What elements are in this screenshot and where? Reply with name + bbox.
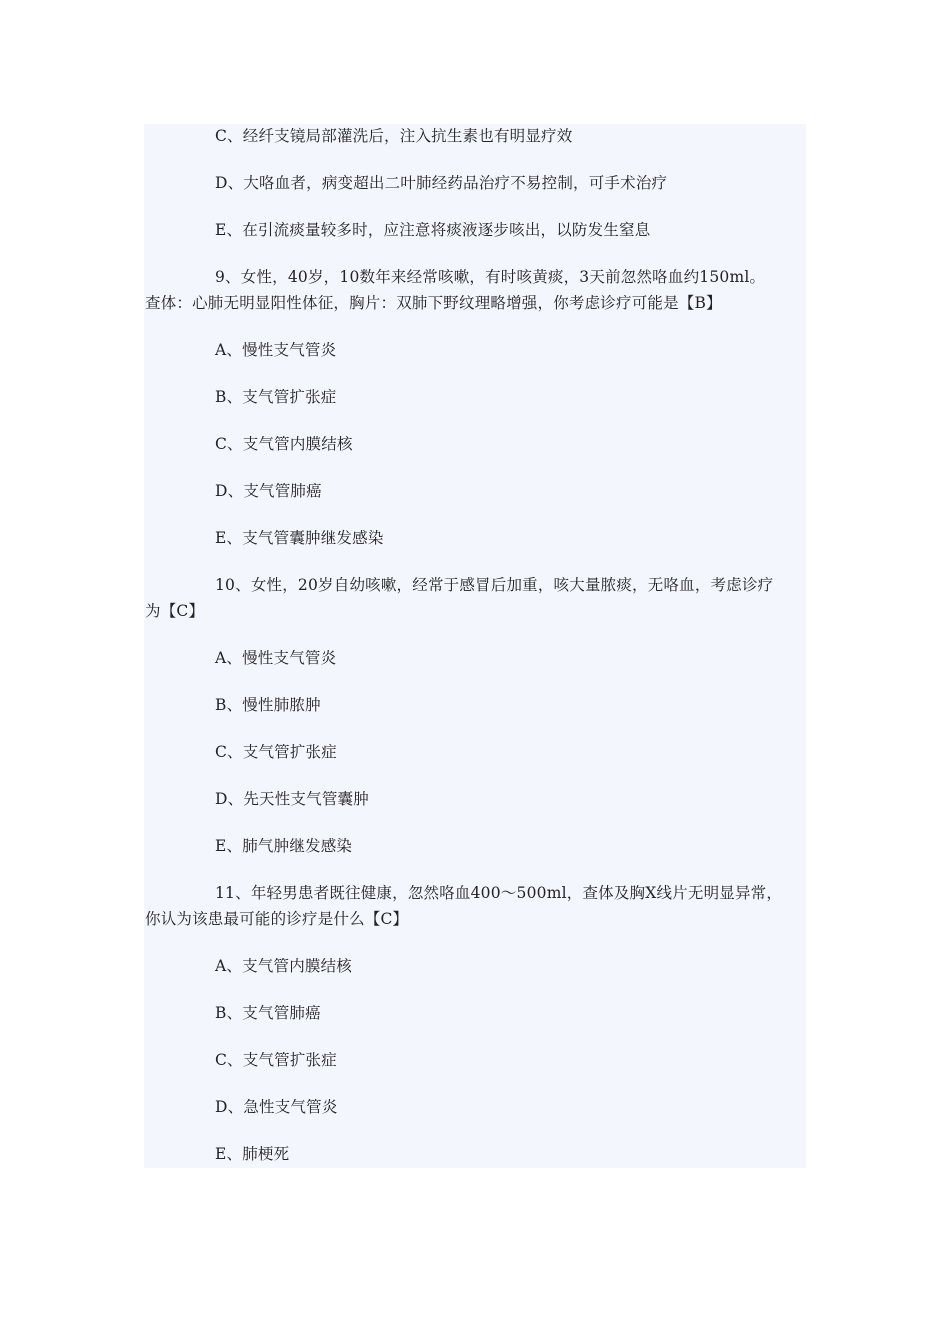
question-11-line1: 11、年轻男患者既往健康，忽然咯血400～500ml，查体及胸X线片无明显异常， bbox=[215, 884, 783, 902]
option-line: C、支气管内膜结核 bbox=[215, 435, 353, 453]
question-9-line2: 查体：心肺无明显阳性体征，胸片：双肺下野纹理略增强，你考虑诊疗可能是【B】 bbox=[145, 294, 722, 312]
option-line: E、支气管囊肿继发感染 bbox=[215, 529, 384, 547]
question-10-line2: 为【C】 bbox=[145, 602, 205, 620]
option-line: B、支气管肺癌 bbox=[215, 1004, 321, 1022]
option-line: D、支气管肺癌 bbox=[215, 482, 322, 500]
option-line: B、支气管扩张症 bbox=[215, 388, 337, 406]
option-line: D、大咯血者，病变超出二叶肺经药品治疗不易控制，可手术治疗 bbox=[215, 174, 668, 192]
option-line: A、慢性支气管炎 bbox=[215, 341, 337, 359]
question-9-line1: 9、女性，40岁，10数年来经常咳嗽，有时咳黄痰，3天前忽然咯血约150ml。 bbox=[215, 268, 766, 286]
option-line: A、慢性支气管炎 bbox=[215, 649, 337, 667]
option-line: C、支气管扩张症 bbox=[215, 1051, 337, 1069]
option-line: D、急性支气管炎 bbox=[215, 1098, 338, 1116]
option-line: E、在引流痰量较多时，应注意将痰液逐步咳出，以防发生窒息 bbox=[215, 221, 651, 239]
option-line: B、慢性肺脓肿 bbox=[215, 696, 321, 714]
option-line: C、支气管扩张症 bbox=[215, 743, 337, 761]
option-line: A、支气管内膜结核 bbox=[215, 957, 352, 975]
option-line: C、经纤支镜局部灌洗后，注入抗生素也有明显疗效 bbox=[215, 127, 573, 145]
option-line: D、先天性支气管囊肿 bbox=[215, 790, 369, 808]
option-line: E、肺气肿继发感染 bbox=[215, 837, 353, 855]
question-10-line1: 10、女性，20岁自幼咳嗽，经常于感冒后加重，咳大量脓痰，无咯血，考虑诊疗 bbox=[215, 576, 774, 594]
question-11-line2: 你认为该患最可能的诊疗是什么【C】 bbox=[145, 910, 409, 928]
option-line: E、肺梗死 bbox=[215, 1145, 290, 1163]
